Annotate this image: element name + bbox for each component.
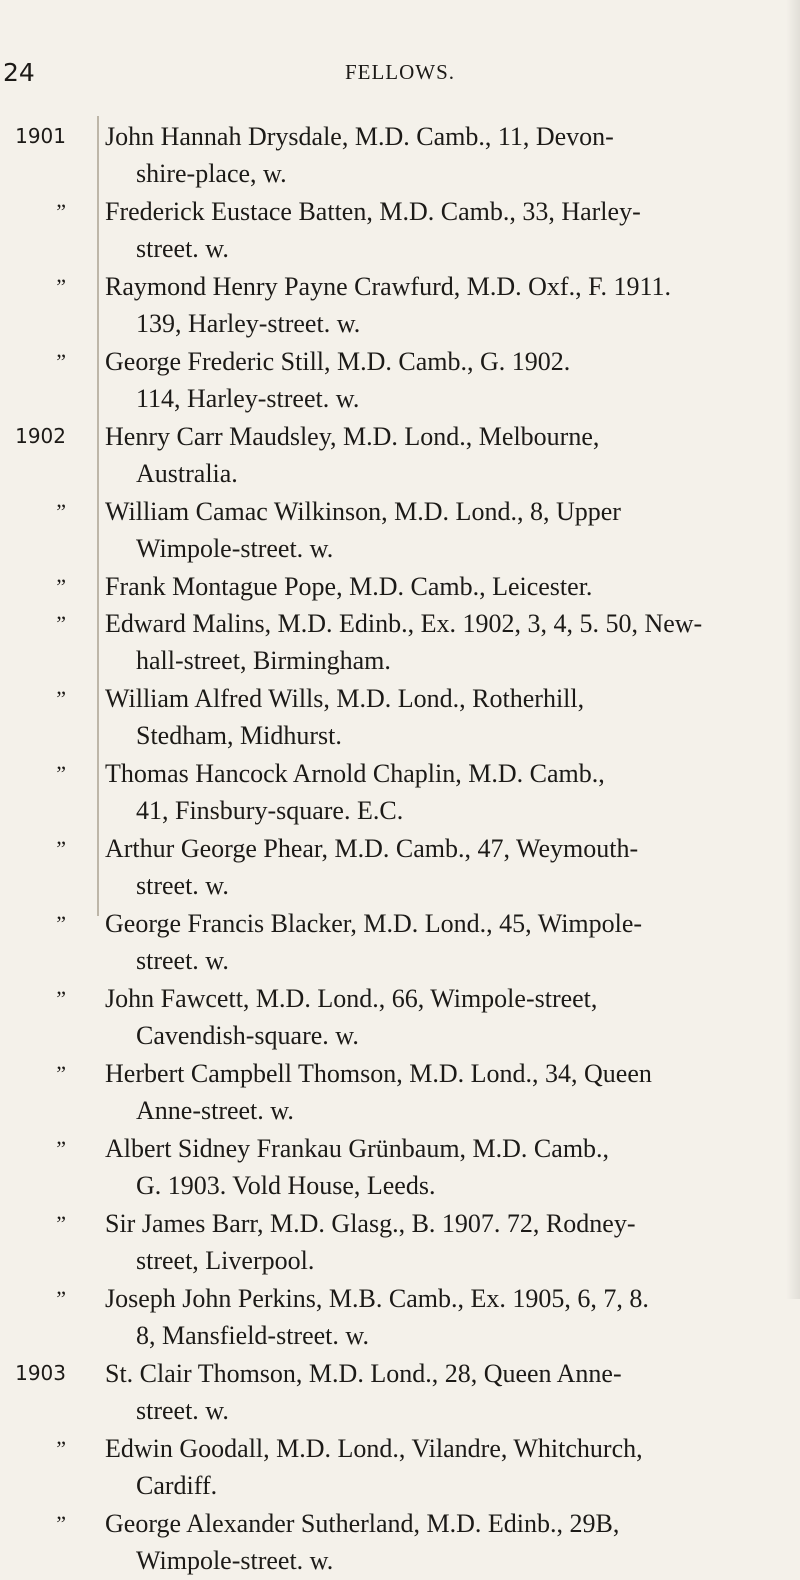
entry-line-2: Cavendish-square. w. [136,1021,359,1050]
entry-line-2: street. w. [136,871,229,900]
ditto-mark: ” [56,1211,66,1236]
entry-line-1: John Fawcett, M.D. Lond., 66, Wimpole-street, [105,984,598,1013]
year-label: 1902 [15,424,66,448]
fellows-list [0,118,800,1580]
entry-line-1: William Alfred Wills, M.D. Lond., Rotherhill, [105,684,585,713]
ditto-mark: ” [56,274,66,299]
ditto-mark: ” [56,499,66,524]
list-item [0,1130,800,1205]
list-item [0,830,800,905]
list-item [0,755,800,830]
list-item [0,1055,800,1130]
entry-line-2: Anne-street. w. [136,1096,294,1125]
entry-line-1: Frederick Eustace Batten, M.D. Camb., 33, Harley- [105,197,641,226]
list-item [0,193,800,268]
entry-line-1: Arthur George Phear, M.D. Camb., 47, Weymouth- [105,834,639,863]
list-item [0,1430,800,1505]
ditto-mark: ” [56,1061,66,1086]
entry-line-1: Herbert Campbell Thomson, M.D. Lond., 34, Queen [105,1059,652,1088]
entry-line-2: Cardiff. [136,1471,218,1500]
entry-line-1: Edwin Goodall, M.D. Lond., Vilandre, Whitchurch, [105,1434,643,1463]
list-item [0,905,800,980]
ditto-mark: ” [56,836,66,861]
list-item [0,268,800,343]
entry-line-2: street. w. [136,946,229,975]
list-item [0,418,800,493]
entry-line-1: John Hannah Drysdale, M.D. Camb., 11, Devon- [105,122,614,151]
entry-line-1: Edward Malins, M.D. Edinb., Ex. 1902, 3, 4, 5. 50, New- [105,609,703,638]
entry-line-2: hall-street, Birmingham. [136,646,391,675]
year-label: 1901 [15,124,66,148]
entry-line-2: G. 1903. Vold House, Leeds. [136,1171,436,1200]
entry-line-1: Frank Montague Pope, M.D. Camb., Leicester. [105,572,593,601]
list-item [0,568,800,605]
list-item [0,605,800,680]
ditto-mark: ” [56,199,66,224]
ditto-mark: ” [56,911,66,936]
page-header [0,58,800,98]
entry-line-2: shire-place, w. [136,159,287,188]
list-item [0,1355,800,1430]
ditto-mark: ” [56,761,66,786]
page-edge-shadow [786,0,800,1299]
ditto-mark: ” [56,574,66,599]
ditto-mark: ” [56,1436,66,1461]
entry-line-1: St. Clair Thomson, M.D. Lond., 28, Queen Anne- [105,1359,622,1388]
entry-line-2: street. w. [136,1396,229,1425]
page-number: 24 [3,58,35,87]
entry-line-2: 139, Harley-street. w. [136,309,361,338]
entry-line-2: Wimpole-street. w. [136,1546,334,1575]
entry-line-1: Thomas Hancock Arnold Chaplin, M.D. Camb., [105,759,605,788]
list-item [0,493,800,568]
ditto-mark: ” [56,986,66,1011]
entry-line-2: 114, Harley-street. w. [136,384,360,413]
entry-line-2: 8, Mansfield-street. w. [136,1321,369,1350]
entry-line-2: Australia. [136,459,238,488]
entry-line-1: George Francis Blacker, M.D. Lond., 45, Wimpole- [105,909,643,938]
entry-line-1: Joseph John Perkins, M.B. Camb., Ex. 1905, 6, 7, 8. [105,1284,649,1313]
entry-line-1: Raymond Henry Payne Crawfurd, M.D. Oxf., F. 1911. [105,272,671,301]
running-title: FELLOWS. [344,60,456,84]
list-item [0,343,800,418]
list-item [0,680,800,755]
entry-line-1: Sir James Barr, M.D. Glasg., B. 1907. 72, Rodney- [105,1209,636,1238]
ditto-mark: ” [56,611,66,636]
ditto-mark: ” [56,1286,66,1311]
entry-line-2: street, Liverpool. [136,1246,315,1275]
list-item [0,118,800,193]
list-item [0,980,800,1055]
entry-line-2: Stedham, Midhurst. [136,721,342,750]
entry-line-1: Albert Sidney Frankau Grünbaum, M.D. Camb., [105,1134,610,1163]
ditto-mark: ” [56,1136,66,1161]
ditto-mark: ” [56,349,66,374]
entry-line-2: 41, Finsbury-square. E.C. [136,796,404,825]
ditto-mark: ” [56,686,66,711]
ditto-mark: ” [56,1511,66,1536]
list-item [0,1505,800,1580]
entry-line-1: George Alexander Sutherland, M.D. Edinb., 29B, [105,1509,620,1538]
entry-line-1: George Frederic Still, M.D. Camb., G. 1902. [105,347,571,376]
entry-line-1: Henry Carr Maudsley, M.D. Lond., Melbourne, [105,422,600,451]
year-label: 1903 [15,1361,66,1385]
list-item [0,1280,800,1355]
entry-line-1: William Camac Wilkinson, M.D. Lond., 8, Upper [105,497,621,526]
list-item [0,1205,800,1280]
entry-line-2: street. w. [136,234,229,263]
entry-line-2: Wimpole-street. w. [136,534,334,563]
